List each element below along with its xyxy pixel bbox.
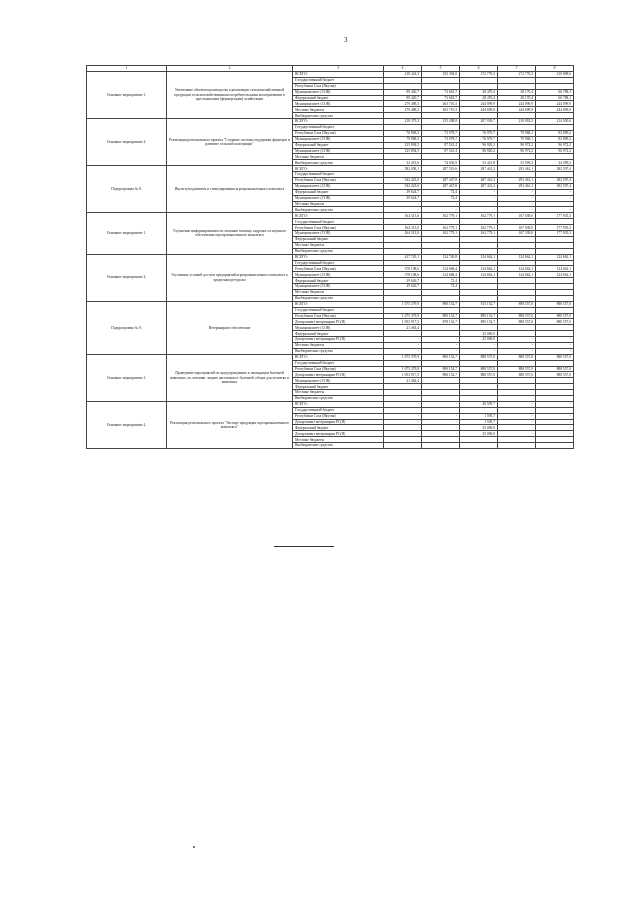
amount-cell: 25 000,0: [460, 331, 498, 337]
program-name: Реализация регионального проекта "Создание системы поддержки фермеров и развитие сельской кооперации": [167, 119, 293, 166]
amount-cell: 66 788,1: [536, 95, 574, 101]
amount-cell: -: [536, 348, 574, 354]
funding-source: ВСЕГО:: [293, 213, 384, 219]
funding-source: Муниципалитет (СОВ): [293, 284, 384, 290]
funding-source: Муниципалитет (СОВ): [293, 89, 384, 95]
amount-cell: 73 978,7: [422, 136, 460, 142]
amount-cell: 378 108,6: [384, 272, 422, 278]
amount-cell: 888 557,0: [498, 372, 536, 378]
amount-cell: 1 075 379,9: [384, 301, 422, 307]
funding-source: Муниципалитет (СОВ): [293, 195, 384, 201]
funding-source: Республики Саха (Якутия): [293, 225, 384, 231]
amount-cell: 39 626,7: [384, 284, 422, 290]
funding-source: Государственный бюджет: [293, 307, 384, 313]
funding-source: Муниципалитет (СОВ): [293, 136, 384, 142]
amount-cell: -: [498, 207, 536, 213]
program-name: Реализация регионального проекта "Экспорт продукции агропромышленного комплекса": [167, 401, 293, 448]
amount-cell: -: [460, 348, 498, 354]
amount-cell: -: [498, 413, 536, 419]
amount-cell: 1 595,7: [460, 413, 498, 419]
amount-cell: -: [422, 401, 460, 407]
column-number: 6: [460, 66, 498, 72]
funding-source: Государственный бюджет: [293, 77, 384, 83]
amount-cell: [422, 443, 460, 449]
amount-cell: -: [536, 431, 574, 437]
amount-cell: 124 668,4: [422, 272, 460, 278]
program-level: Подпрограмма № 9.: [87, 301, 167, 354]
funding-source: Департамент ветеринарии РС(Я): [293, 419, 384, 425]
amount-cell: 335 394,0: [422, 72, 460, 78]
program-level: Основное мероприятие 1.: [87, 72, 167, 119]
amount-cell: 293 461,1: [498, 166, 536, 172]
funding-source: Местные бюджеты: [293, 201, 384, 207]
amount-cell: 888 557,0: [536, 354, 574, 360]
funding-source: Республики Саха (Якутия): [293, 178, 384, 184]
funding-source: Республики Саха (Якутия): [293, 266, 384, 272]
program-level: Основное мероприятие 2.: [87, 401, 167, 448]
amount-cell: 382 597,4: [536, 166, 574, 172]
amount-cell: 72,4: [422, 189, 460, 195]
amount-cell: -: [536, 207, 574, 213]
amount-cell: 382 597,4: [536, 178, 574, 184]
amount-cell: 244 699,9: [536, 107, 574, 113]
funding-source: Департамент ветеринарии РС(Я): [293, 372, 384, 378]
amount-cell: 279 488,5: [384, 107, 422, 113]
amount-cell: -: [498, 195, 536, 201]
amount-cell: 26 595,7: [460, 401, 498, 407]
funding-source: Республики Саха (Якутия): [293, 83, 384, 89]
funding-source: Внебюджетные средства: [293, 443, 384, 449]
amount-cell: 890 152,7: [422, 313, 460, 319]
amount-cell: 210 918,2: [498, 119, 536, 125]
amount-cell: -: [498, 401, 536, 407]
amount-cell: -: [536, 201, 574, 207]
amount-cell: 898 557,0: [498, 313, 536, 319]
amount-cell: 890 152,7: [460, 319, 498, 325]
amount-cell: 542 423,0: [384, 183, 422, 189]
amount-cell: -: [384, 207, 422, 213]
amount-cell: 96 920,2: [460, 148, 498, 154]
amount-cell: 582 058,1: [384, 166, 422, 172]
amount-cell: 888 557,0: [536, 319, 574, 325]
amount-cell: 272 770,3: [498, 72, 536, 78]
amount-cell: 1 595,7: [460, 419, 498, 425]
amount-cell: [384, 443, 422, 449]
amount-cell: -: [422, 207, 460, 213]
amount-cell: 888 557,0: [498, 354, 536, 360]
amount-cell: 218 424,5: [384, 72, 422, 78]
amount-cell: 177 935,3: [536, 213, 574, 219]
amount-cell: 96 972,2: [536, 148, 574, 154]
amount-cell: -: [498, 419, 536, 425]
funding-source: Федеральный бюджет: [293, 425, 384, 431]
column-number: 2: [167, 66, 293, 72]
amount-cell: -: [422, 337, 460, 343]
funding-source: Муниципалитет (СОВ): [293, 101, 384, 107]
amount-cell: 74 636,9: [422, 160, 460, 166]
amount-cell: 164 313,0: [384, 231, 422, 237]
amount-cell: -: [498, 189, 536, 195]
amount-cell: 162 779,1: [422, 213, 460, 219]
funding-source: Республики Саха (Якутия): [293, 366, 384, 372]
amount-cell: -: [422, 419, 460, 425]
funding-source: ВСЕГО:: [293, 301, 384, 307]
amount-cell: 96 972,2: [536, 142, 574, 148]
amount-cell: 124 668,4: [422, 266, 460, 272]
page-number: 3: [344, 36, 348, 44]
amount-cell: -: [498, 337, 536, 343]
amount-cell: -: [384, 431, 422, 437]
amount-cell: 263 710,3: [422, 107, 460, 113]
bottom-divider: [274, 546, 334, 547]
amount-cell: 78 968,5: [384, 130, 422, 136]
funding-source: Федеральный бюджет: [293, 278, 384, 284]
amount-cell: -: [536, 342, 574, 348]
program-name: Ветеринарное обеспечение: [167, 301, 293, 354]
funding-source: Внебюджетные средства: [293, 248, 384, 254]
amount-cell: 39 624,7: [384, 195, 422, 201]
funding-source: Государственный бюджет: [293, 172, 384, 178]
amount-cell: 214 050,6: [536, 119, 574, 125]
amount-cell: 167 039,0: [498, 213, 536, 219]
amount-cell: 99 420,7: [384, 95, 422, 101]
amount-cell: -: [384, 348, 422, 354]
amount-cell: 73 978,7: [422, 130, 460, 136]
amount-cell: -: [460, 201, 498, 207]
amount-cell: 293 461,1: [498, 183, 536, 189]
amount-cell: 1 075 379,9: [384, 354, 422, 360]
amount-cell: -: [384, 342, 422, 348]
funding-source: Муниципалитет (СОВ): [293, 325, 384, 331]
amount-cell: 287 519,6: [422, 166, 460, 172]
funding-source: ВСЕГО:: [293, 254, 384, 260]
funding-source: Внебюджетные средства: [293, 160, 384, 166]
funding-source: Федеральный бюджет: [293, 236, 384, 242]
amount-cell: -: [422, 431, 460, 437]
amount-cell: 167 039,0: [498, 225, 536, 231]
amount-cell: 890 152,7: [422, 354, 460, 360]
amount-cell: 72,4: [422, 284, 460, 290]
amount-cell: 162 779,1: [460, 213, 498, 219]
funding-source: Муниципалитет (СОВ): [293, 148, 384, 154]
amount-cell: 124 740,8: [422, 254, 460, 260]
amount-cell: 96 972,2: [498, 142, 536, 148]
amount-cell: 293 461,1: [498, 178, 536, 184]
amount-cell: -: [384, 201, 422, 207]
amount-cell: 21 462,4: [384, 378, 422, 384]
amount-cell: 72,4: [422, 195, 460, 201]
amount-cell: -: [460, 342, 498, 348]
amount-cell: 72,4: [422, 278, 460, 284]
funding-source: Внебюджетные средства: [293, 207, 384, 213]
amount-cell: 25 000,0: [460, 337, 498, 343]
funding-source: Внебюджетные средства: [293, 395, 384, 401]
amount-cell: 82 809,2: [536, 136, 574, 142]
funding-source: Муниципалитет (СОВ): [293, 378, 384, 384]
amount-cell: 162 779,1: [460, 225, 498, 231]
amount-cell: 888 557,0: [460, 366, 498, 372]
amount-cell: 890 152,7: [422, 301, 460, 307]
program-name: Проведение мероприятий по предупреждению и ликвидации болезней животных, их лечению, защите населения от болезней, общих для человека и животных: [167, 354, 293, 401]
amount-cell: 28 470,4: [460, 95, 498, 101]
amount-cell: 890 152,7: [422, 372, 460, 378]
funding-source: Местные бюджеты: [293, 154, 384, 160]
funding-source: Местные бюджеты: [293, 437, 384, 443]
amount-cell: 888 557,0: [498, 366, 536, 372]
amount-cell: 890 152,7: [422, 366, 460, 372]
amount-cell: 177 935,3: [536, 225, 574, 231]
funding-source: Государственный бюджет: [293, 125, 384, 131]
amount-cell: 207 939,7: [460, 119, 498, 125]
budget-table: [86, 65, 574, 449]
funding-source: Республики Саха (Якутия): [293, 313, 384, 319]
amount-cell: -: [460, 189, 498, 195]
amount-cell: -: [384, 419, 422, 425]
column-number: 4: [384, 66, 422, 72]
amount-cell: 287 447,8: [422, 178, 460, 184]
program-name: Улучшение условий доступа предприятий агропромышленного комплекса к кредитным ресурсам: [167, 254, 293, 301]
amount-cell: 76 970,7: [460, 136, 498, 142]
amount-cell: 164 313,0: [384, 213, 422, 219]
amount-cell: -: [384, 425, 422, 431]
amount-cell: 39 626,7: [384, 278, 422, 284]
amount-cell: 155 288,8: [422, 119, 460, 125]
amount-cell: -: [460, 207, 498, 213]
amount-cell: 124 662,1: [536, 254, 574, 260]
program-name: Улучшение информированности, оказание помощи, кадрового и научного обеспечения агропромышленного комплекса: [167, 213, 293, 254]
amount-cell: 124 662,1: [460, 266, 498, 272]
column-number: 8: [536, 66, 574, 72]
amount-cell: 124 662,1: [460, 272, 498, 278]
amount-cell: 177 935,3: [536, 231, 574, 237]
amount-cell: 162 779,1: [422, 231, 460, 237]
amount-cell: 87 541,4: [422, 148, 460, 154]
amount-cell: 1 075 379,9: [384, 313, 422, 319]
amount-cell: -: [460, 195, 498, 201]
amount-cell: 287 441,2: [460, 183, 498, 189]
amount-cell: 244 099,9: [460, 101, 498, 107]
amount-cell: 28 170,4: [498, 95, 536, 101]
program-level: Основное мероприятие 2.: [87, 254, 167, 301]
funding-source: Местные бюджеты: [293, 107, 384, 113]
funding-source: Государственный бюджет: [293, 260, 384, 266]
amount-cell: [536, 443, 574, 449]
funding-source: Департамент ветеринарии РС(Я): [293, 337, 384, 343]
amount-cell: 39 624,7: [384, 189, 422, 195]
amount-cell: 124 662,1: [498, 266, 536, 272]
amount-cell: 272 770,3: [460, 72, 498, 78]
amount-cell: -: [422, 201, 460, 207]
amount-cell: 124 662,1: [536, 272, 574, 278]
amount-cell: 25 000,0: [460, 425, 498, 431]
amount-cell: 1 053 917,5: [384, 372, 422, 378]
amount-cell: 79 968,1: [498, 136, 536, 142]
program-level: Основное мероприятие 1.: [87, 354, 167, 401]
amount-cell: 79 968,1: [498, 130, 536, 136]
funding-source: Внебюджетные средства: [293, 348, 384, 354]
program-level: Основное мероприятие 2.: [87, 119, 167, 166]
funding-source: ВСЕГО:: [293, 401, 384, 407]
amount-cell: -: [384, 401, 422, 407]
amount-cell: 890 152,7: [460, 313, 498, 319]
amount-cell: 1 075 379,9: [384, 366, 422, 372]
funding-source: Местные бюджеты: [293, 289, 384, 295]
amount-cell: 167 339,0: [498, 231, 536, 237]
funding-source: Муниципалитет (СОВ): [293, 231, 384, 237]
amount-cell: 96 920,2: [460, 142, 498, 148]
amount-cell: 888 557,0: [536, 366, 574, 372]
amount-cell: -: [422, 342, 460, 348]
amount-cell: 162 779,1: [422, 225, 460, 231]
funding-source: Федеральный бюджет: [293, 331, 384, 337]
amount-cell: -: [384, 337, 422, 343]
amount-cell: -: [536, 189, 574, 195]
funding-source: Федеральный бюджет: [293, 189, 384, 195]
amount-cell: 33 593,3: [498, 160, 536, 166]
amount-cell: -: [422, 348, 460, 354]
amount-cell: 888 557,0: [460, 372, 498, 378]
amount-cell: [460, 443, 498, 449]
amount-cell: -: [536, 401, 574, 407]
amount-cell: 888 557,0: [460, 354, 498, 360]
funding-source: Местные бюджеты: [293, 390, 384, 396]
amount-cell: 124 662,1: [460, 254, 498, 260]
amount-cell: -: [498, 342, 536, 348]
amount-cell: 34 289,2: [536, 160, 574, 166]
amount-cell: -: [498, 431, 536, 437]
funding-source: Республики Саха (Якутия): [293, 413, 384, 419]
amount-cell: 888 557,0: [498, 319, 536, 325]
scan-speck: [193, 846, 195, 848]
funding-source: Муниципалитет (СОВ): [293, 272, 384, 278]
amount-cell: 287 441,2: [460, 166, 498, 172]
amount-cell: -: [536, 413, 574, 419]
amount-cell: 28 470,4: [460, 89, 498, 95]
funding-source: Местные бюджеты: [293, 342, 384, 348]
amount-cell: 73 681,7: [422, 89, 460, 95]
amount-cell: 162 779,1: [460, 231, 498, 237]
amount-cell: 73 681,7: [422, 95, 460, 101]
amount-cell: 287 441,2: [460, 178, 498, 184]
amount-cell: 124 662,1: [498, 272, 536, 278]
amount-cell: 21 463,4: [384, 325, 422, 331]
funding-source: Федеральный бюджет: [293, 384, 384, 390]
amount-cell: 898 557,0: [498, 301, 536, 307]
program-level: Подпрограмма № 8.: [87, 166, 167, 213]
amount-cell: 96 972,2: [498, 148, 536, 154]
amount-cell: 124 662,1: [498, 254, 536, 260]
funding-source: Федеральный бюджет: [293, 142, 384, 148]
amount-cell: 218 379,2: [384, 119, 422, 125]
amount-cell: 87 541,4: [422, 142, 460, 148]
funding-source: Государственный бюджет: [293, 219, 384, 225]
amount-cell: -: [384, 413, 422, 419]
amount-cell: 244 699,9: [460, 107, 498, 113]
amount-cell: 542 423,0: [384, 178, 422, 184]
amount-cell: 25 000,0: [460, 431, 498, 437]
amount-cell: 878 152,7: [422, 319, 460, 325]
amount-cell: -: [536, 419, 574, 425]
amount-cell: 28 170,4: [498, 89, 536, 95]
amount-cell: [498, 443, 536, 449]
amount-cell: 915 152,7: [460, 301, 498, 307]
amount-cell: 888 557,0: [536, 301, 574, 307]
column-number: 3: [293, 66, 384, 72]
amount-cell: -: [536, 425, 574, 431]
amount-cell: 244 699,9: [498, 107, 536, 113]
amount-cell: 82 809,2: [536, 130, 574, 136]
amount-cell: 378 108,6: [384, 266, 422, 272]
funding-source: Муниципалитет (СОВ): [293, 183, 384, 189]
amount-cell: 888 557,0: [536, 372, 574, 378]
amount-cell: 124 662,1: [536, 266, 574, 272]
program-name: Увеличение объемов производства и реализации сельскохозяйственной продукции сельскохозяйственными потребительскими кооперативами и крестьянскими (фермерскими) хозяйствами: [167, 72, 293, 119]
funding-source: Государственный бюджет: [293, 360, 384, 366]
column-number: 5: [422, 66, 460, 72]
amount-cell: 888 557,0: [536, 313, 574, 319]
amount-cell: 279 488,5: [384, 101, 422, 107]
amount-cell: 76 970,7: [460, 130, 498, 136]
funding-source: ВСЕГО:: [293, 72, 384, 78]
funding-source: ВСЕГО:: [293, 119, 384, 125]
amount-cell: 32 451,6: [384, 160, 422, 166]
column-number: 7: [498, 66, 536, 72]
amount-cell: 244 099,9: [498, 101, 536, 107]
amount-cell: 66 788,1: [536, 89, 574, 95]
amount-cell: 382 597,4: [536, 183, 574, 189]
funding-source: Местные бюджеты: [293, 242, 384, 248]
amount-cell: -: [422, 413, 460, 419]
funding-source: ВСЕГО:: [293, 354, 384, 360]
funding-source: Департамент ветеринарии РС(Я): [293, 431, 384, 437]
funding-source: Внебюджетные средства: [293, 113, 384, 119]
funding-source: Внебюджетные средства: [293, 295, 384, 301]
funding-source: Республики Саха (Якутия): [293, 130, 384, 136]
amount-cell: 125 894,5: [384, 142, 422, 148]
amount-cell: 79 968,5: [384, 136, 422, 142]
funding-source: Департамент ветеринарии РС(Я): [293, 319, 384, 325]
amount-cell: 287 447,8: [422, 183, 460, 189]
amount-cell: 310 808,6: [536, 72, 574, 78]
amount-cell: 263 710,3: [422, 101, 460, 107]
program-name: Институты развития и стимулирования агропромышленного комплекса: [167, 166, 293, 213]
amount-cell: 244 099,9: [536, 101, 574, 107]
amount-cell: -: [536, 195, 574, 201]
amount-cell: 1 053 917,5: [384, 319, 422, 325]
program-level: Основное мероприятие 1.: [87, 213, 167, 254]
amount-cell: -: [536, 337, 574, 343]
amount-cell: 33 421,8: [460, 160, 498, 166]
funding-source: ВСЕГО:: [293, 166, 384, 172]
funding-source: Государственный бюджет: [293, 407, 384, 413]
amount-cell: -: [498, 201, 536, 207]
amount-cell: 164 313,0: [384, 225, 422, 231]
amount-cell: -: [498, 425, 536, 431]
amount-cell: 99 420,7: [384, 89, 422, 95]
amount-cell: 417 745,1: [384, 254, 422, 260]
amount-cell: -: [422, 425, 460, 431]
amount-cell: -: [498, 348, 536, 354]
column-number: 1: [87, 66, 167, 72]
funding-source: Федеральный бюджет: [293, 95, 384, 101]
amount-cell: 125 894,5: [384, 148, 422, 154]
